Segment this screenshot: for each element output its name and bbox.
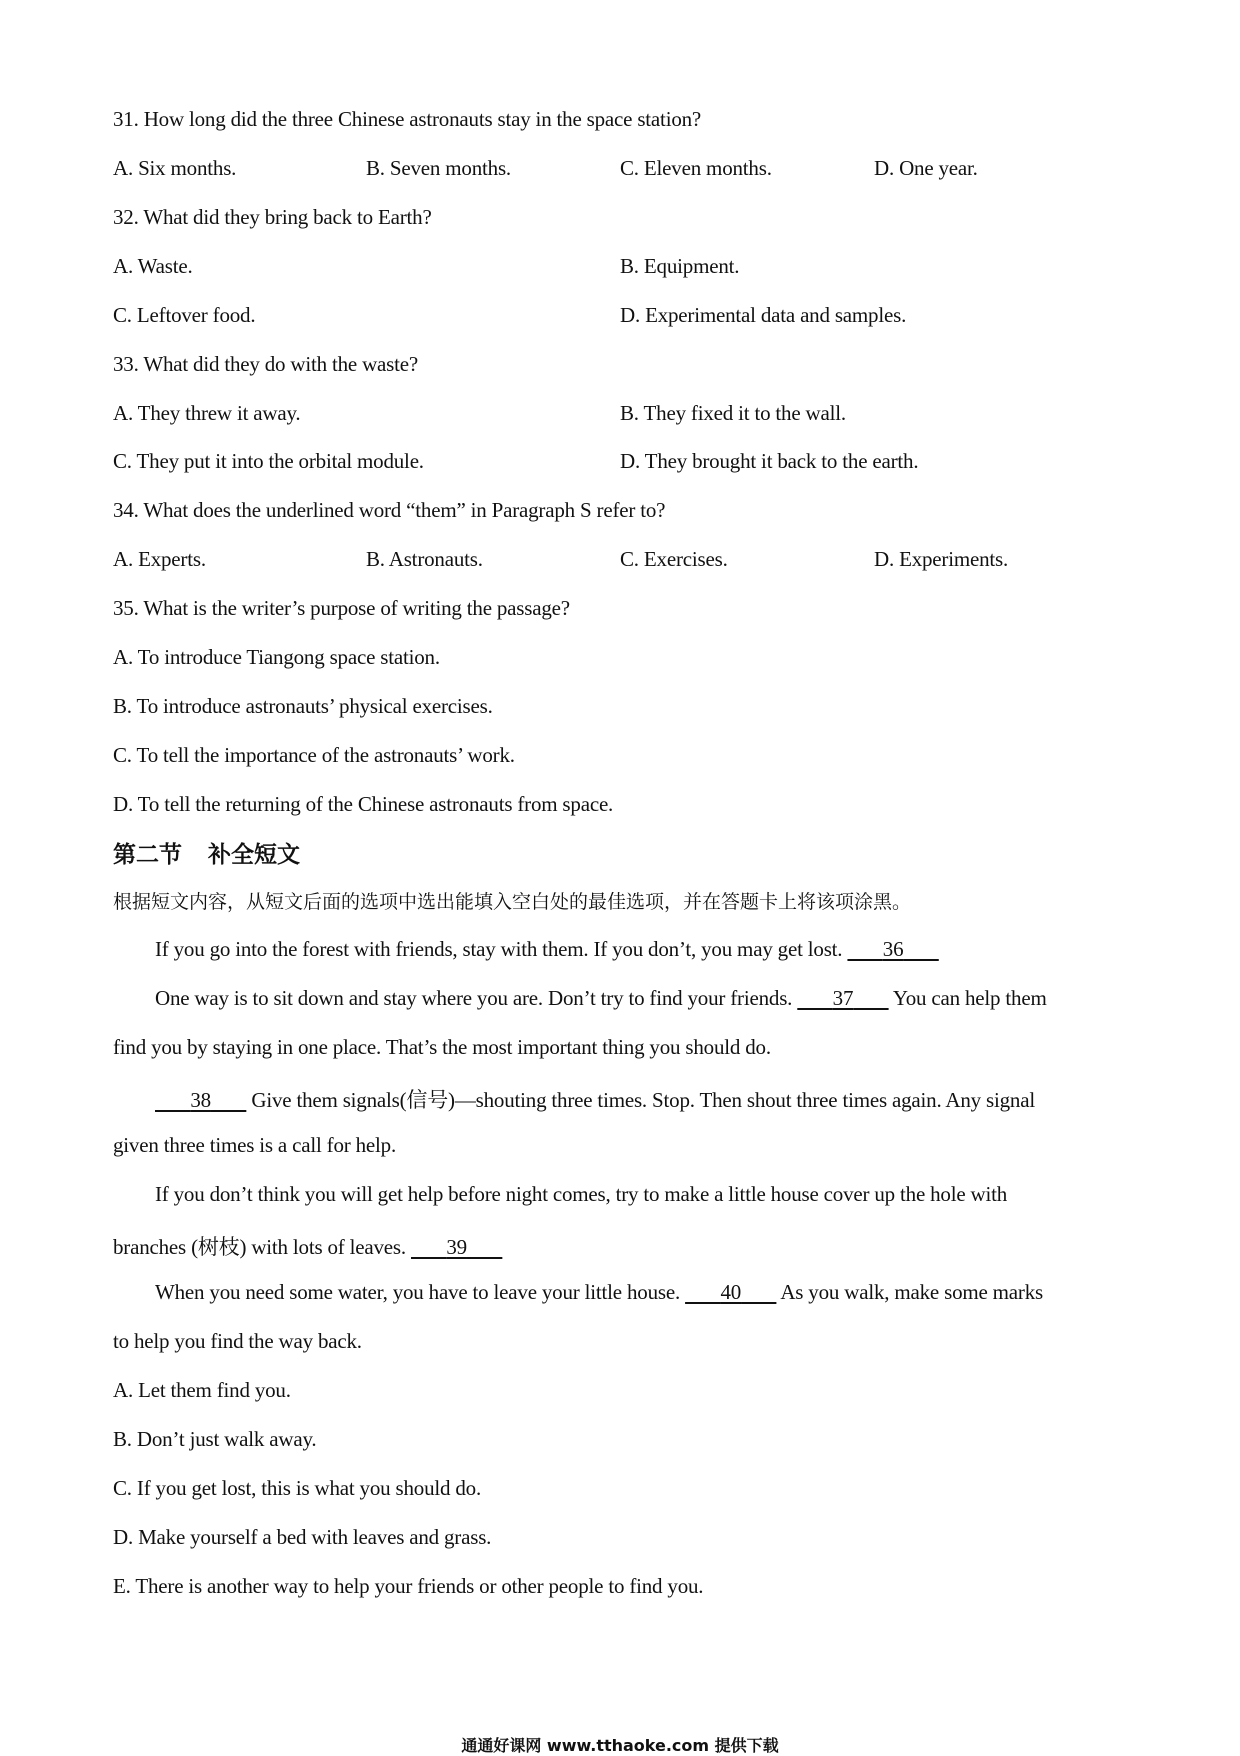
section-part: 第二节 bbox=[113, 842, 182, 868]
blank-36: 36 bbox=[882, 937, 904, 961]
paragraph-5-text-after: As you walk, make some marks bbox=[780, 1280, 1043, 1304]
question-31-option-a: A. Six months. bbox=[113, 156, 237, 180]
blank-38: 38 bbox=[190, 1088, 211, 1112]
paragraph-5-line-2: to help you find the way back. bbox=[113, 1329, 362, 1353]
question-34-stem: 34. What does the underlined word “them” in Paragraph S refer to? bbox=[113, 498, 666, 522]
passage-paragraph-5 bbox=[155, 1280, 1043, 1305]
question-34-option-a: A. Experts. bbox=[113, 547, 206, 571]
question-32-option-a: A. Waste. bbox=[113, 254, 193, 278]
question-34-option-c: C. Exercises. bbox=[620, 547, 728, 571]
question-31-option-b: B. Seven months. bbox=[366, 156, 511, 180]
paragraph-3-text-after: Give them signals(信号)—shouting three times. Stop. Then shout three times again. Any signal bbox=[251, 1088, 1035, 1112]
section-instruction: 根据短文内容，从短文后面的选项中选出能填入空白处的最佳选项，并在答题卡上将该项涂黑。 bbox=[113, 891, 912, 913]
question-35-option-d: D. To tell the returning of the Chinese astronauts from space. bbox=[113, 792, 614, 816]
section-name: 补全短文 bbox=[208, 842, 300, 868]
choice-b: B. Don’t just walk away. bbox=[113, 1427, 317, 1451]
choice-c: C. If you get lost, this is what you should do. bbox=[113, 1476, 482, 1500]
paragraph-2-text-before: One way is to sit down and stay where you are. Don’t try to find your friends. bbox=[155, 986, 793, 1010]
question-31-option-d: D. One year. bbox=[874, 156, 978, 180]
question-33-option-b: B. They fixed it to the wall. bbox=[620, 401, 846, 425]
paragraph-3-line-2: given three times is a call for help. bbox=[113, 1133, 397, 1157]
choice-a: A. Let them find you. bbox=[113, 1378, 291, 1402]
paragraph-4-line-2 bbox=[113, 1231, 502, 1261]
blank-40: 40 bbox=[720, 1280, 742, 1304]
question-32-option-c: C. Leftover food. bbox=[113, 303, 256, 327]
paragraph-1-text: If you go into the forest with friends, stay with them. If you don’t, you may get lost. bbox=[155, 937, 843, 961]
question-34-option-d: D. Experiments. bbox=[874, 547, 1009, 571]
question-35-option-c: C. To tell the importance of the astronauts’ work. bbox=[113, 743, 515, 767]
choice-e: E. There is another way to help your friends or other people to find you. bbox=[113, 1574, 704, 1598]
question-33-option-d: D. They brought it back to the earth. bbox=[620, 449, 919, 473]
paragraph-2-text-after: You can help them bbox=[892, 986, 1047, 1010]
choice-d: D. Make yourself a bed with leaves and grass. bbox=[113, 1525, 492, 1549]
question-33-option-c: C. They put it into the orbital module. bbox=[113, 449, 424, 473]
question-35-option-b: B. To introduce astronauts’ physical exercises. bbox=[113, 694, 493, 718]
question-35-option-a: A. To introduce Tiangong space station. bbox=[113, 645, 440, 669]
question-32-stem: 32. What did they bring back to Earth? bbox=[113, 205, 432, 229]
passage-paragraph-2 bbox=[155, 986, 1047, 1011]
page-footer: 通通好课网 www.tthaoke.com 提供下载 bbox=[461, 1736, 779, 1755]
question-33-stem: 33. What did they do with the waste? bbox=[113, 352, 419, 376]
blank-39: 39 bbox=[446, 1235, 467, 1259]
question-35-stem: 35. What is the writer’s purpose of writing the passage? bbox=[113, 596, 570, 620]
question-31-option-c: C. Eleven months. bbox=[620, 156, 772, 180]
passage-paragraph-3 bbox=[155, 1084, 1035, 1114]
question-32-option-b: B. Equipment. bbox=[620, 254, 740, 278]
paragraph-5-text-before: When you need some water, you have to leave your little house. bbox=[155, 1280, 681, 1304]
section-title bbox=[113, 836, 326, 869]
question-34-option-b: B. Astronauts. bbox=[366, 547, 483, 571]
paragraph-2-line-2: find you by staying in one place. That’s the most important thing you should do. bbox=[113, 1035, 771, 1059]
question-32-option-d: D. Experimental data and samples. bbox=[620, 303, 907, 327]
blank-37: 37 bbox=[832, 986, 854, 1010]
passage-paragraph-4: If you don’t think you will get help before night comes, try to make a little house cover up the hole with bbox=[155, 1182, 1008, 1206]
passage-paragraph-1 bbox=[155, 937, 939, 962]
question-31-stem: 31. How long did the three Chinese astronauts stay in the space station? bbox=[113, 107, 702, 131]
question-33-option-a: A. They threw it away. bbox=[113, 401, 301, 425]
paragraph-4-text-before: branches (树枝) with lots of leaves. bbox=[113, 1235, 406, 1259]
